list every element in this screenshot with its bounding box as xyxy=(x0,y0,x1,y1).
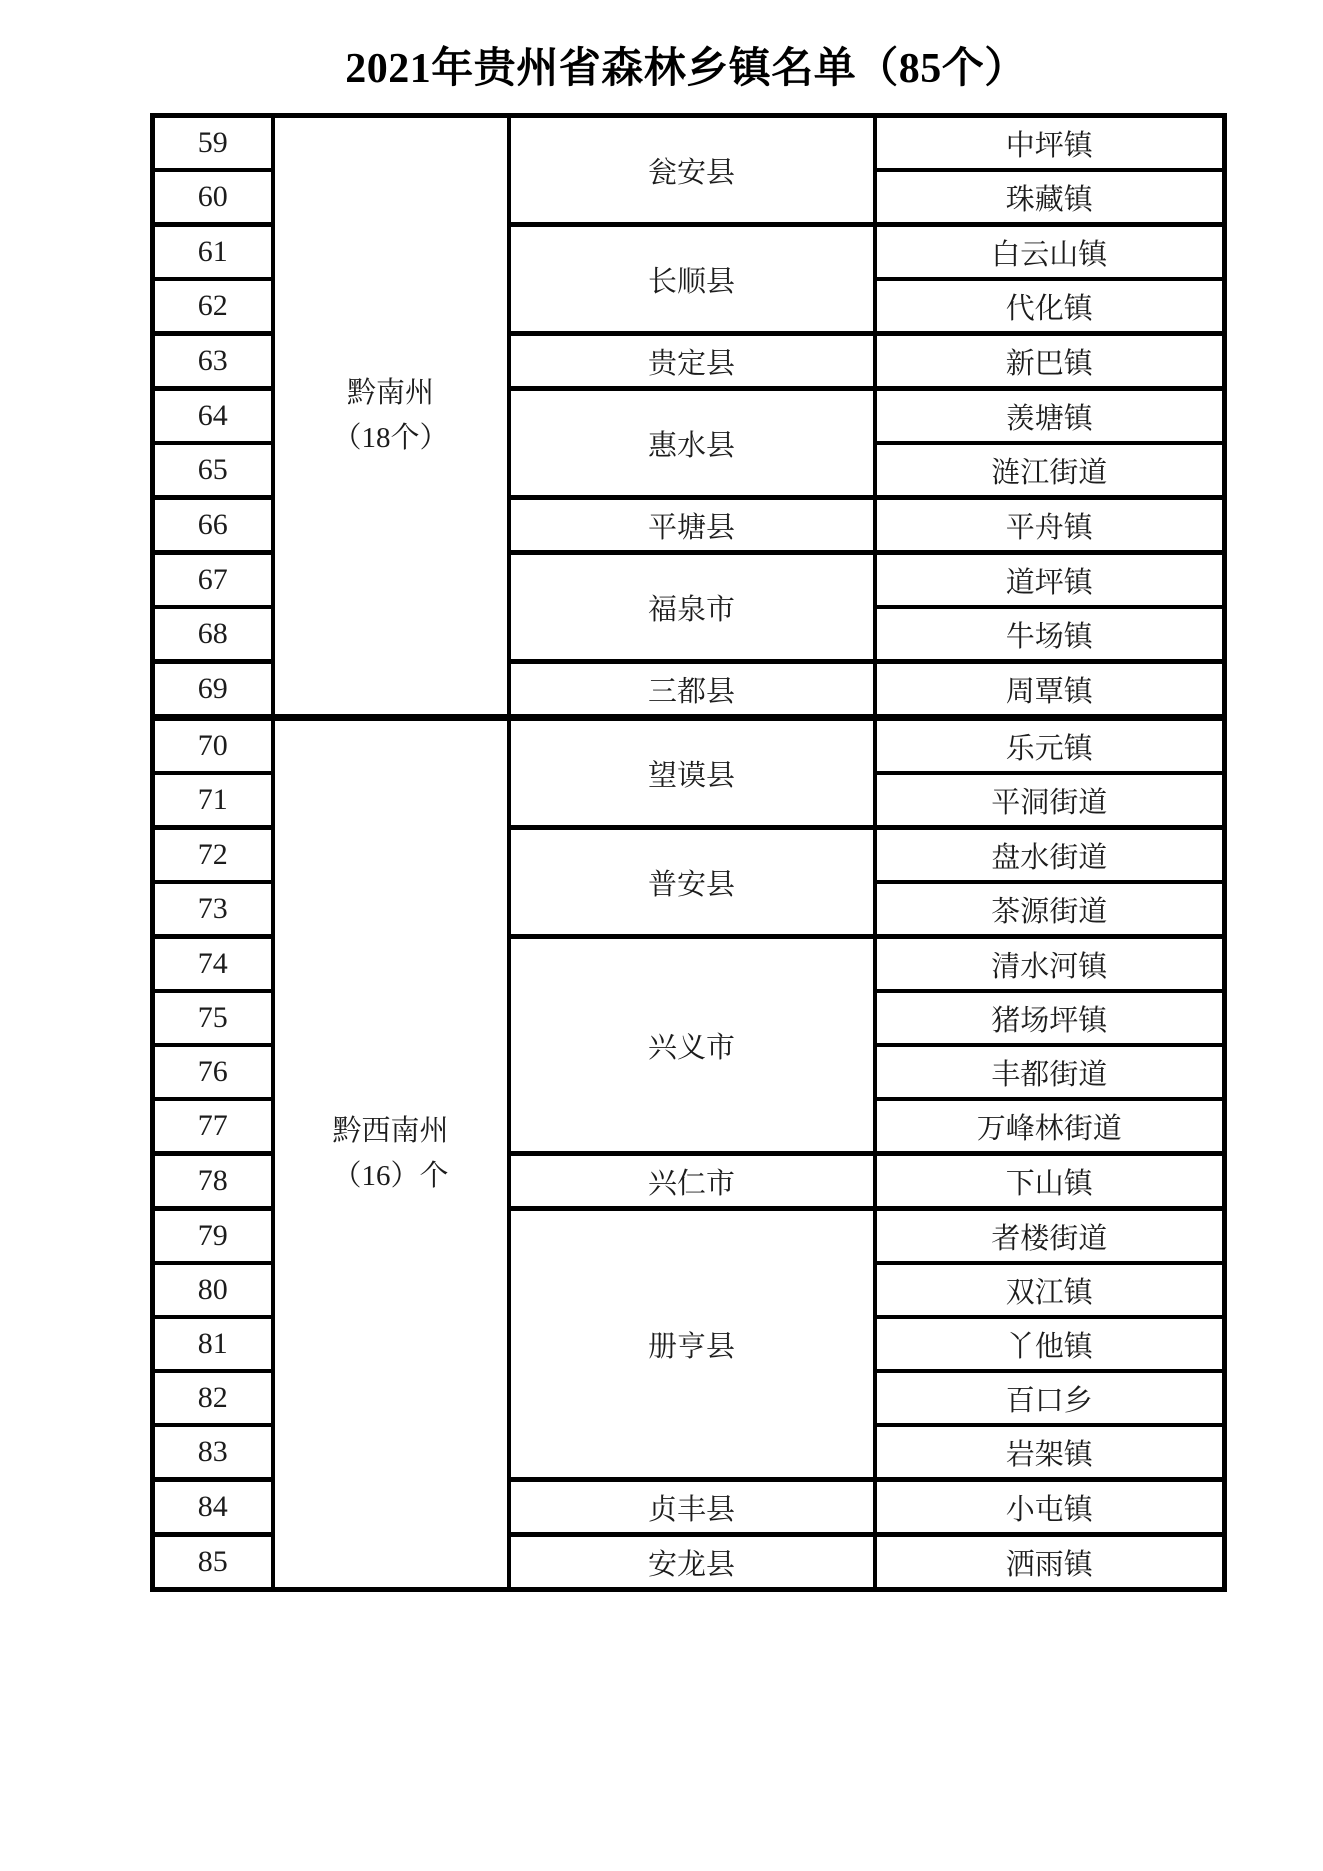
township-cell: 平舟镇 xyxy=(875,498,1225,553)
row-number-cell: 81 xyxy=(153,1317,273,1371)
township-cell: 岩架镇 xyxy=(875,1425,1225,1480)
township-cell: 百口乡 xyxy=(875,1371,1225,1425)
row-number-cell: 85 xyxy=(153,1535,273,1590)
row-number-cell: 63 xyxy=(153,334,273,389)
township-cell: 者楼街道 xyxy=(875,1209,1225,1264)
table-row xyxy=(153,116,1225,171)
prefecture-line: 黔西南州 xyxy=(332,1115,449,1148)
township-cell: 清水河镇 xyxy=(875,937,1225,992)
row-number-cell: 73 xyxy=(153,882,273,937)
row-number-cell: 68 xyxy=(153,607,273,662)
township-cell: 盘水街道 xyxy=(875,828,1225,883)
township-cell: 乐元镇 xyxy=(875,718,1225,774)
row-number-cell: 84 xyxy=(153,1480,273,1535)
township-cell: 白云山镇 xyxy=(875,225,1225,280)
township-cell: 牛场镇 xyxy=(875,607,1225,662)
county-cell: 三都县 xyxy=(509,662,875,718)
township-cell: 珠藏镇 xyxy=(875,170,1225,225)
township-cell: 万峰林街道 xyxy=(875,1099,1225,1154)
row-number-cell: 74 xyxy=(153,937,273,992)
township-cell: 猪场坪镇 xyxy=(875,991,1225,1045)
table-row xyxy=(153,718,1225,774)
township-cell: 丰都街道 xyxy=(875,1045,1225,1099)
prefecture-cell xyxy=(273,116,509,718)
row-number-cell: 59 xyxy=(153,116,273,171)
row-number-cell: 82 xyxy=(153,1371,273,1425)
table-body xyxy=(153,116,1225,1590)
county-cell: 长顺县 xyxy=(509,225,875,334)
county-cell: 惠水县 xyxy=(509,389,875,498)
county-cell: 册亨县 xyxy=(509,1209,875,1480)
forest-township-table xyxy=(150,113,1227,1592)
prefecture-cell xyxy=(273,718,509,1590)
row-number-cell: 66 xyxy=(153,498,273,553)
row-number-cell: 62 xyxy=(153,279,273,334)
county-cell: 兴仁市 xyxy=(509,1154,875,1209)
township-cell: 中坪镇 xyxy=(875,116,1225,171)
prefecture-line: （18个） xyxy=(332,422,449,455)
row-number-cell: 76 xyxy=(153,1045,273,1099)
row-number-cell: 80 xyxy=(153,1263,273,1317)
prefecture-line: （16）个 xyxy=(332,1160,449,1193)
prefecture-line: 黔南州 xyxy=(346,377,434,410)
row-number-cell: 61 xyxy=(153,225,273,280)
row-number-cell: 64 xyxy=(153,389,273,444)
township-cell: 平洞街道 xyxy=(875,773,1225,828)
township-cell: 洒雨镇 xyxy=(875,1535,1225,1590)
county-cell: 贵定县 xyxy=(509,334,875,389)
row-number-cell: 71 xyxy=(153,773,273,828)
row-number-cell: 75 xyxy=(153,991,273,1045)
township-cell: 茶源街道 xyxy=(875,882,1225,937)
county-cell: 普安县 xyxy=(509,828,875,937)
township-cell: 道坪镇 xyxy=(875,553,1225,608)
row-number-cell: 79 xyxy=(153,1209,273,1264)
row-number-cell: 83 xyxy=(153,1425,273,1480)
county-cell: 瓮安县 xyxy=(509,116,875,225)
township-cell: 涟江街道 xyxy=(875,443,1225,498)
township-cell: 代化镇 xyxy=(875,279,1225,334)
township-cell: 双江镇 xyxy=(875,1263,1225,1317)
township-cell: 周覃镇 xyxy=(875,662,1225,718)
row-number-cell: 69 xyxy=(153,662,273,718)
county-cell: 兴义市 xyxy=(509,937,875,1154)
township-cell: 丫他镇 xyxy=(875,1317,1225,1371)
county-cell: 望谟县 xyxy=(509,718,875,828)
row-number-cell: 65 xyxy=(153,443,273,498)
county-cell: 福泉市 xyxy=(509,553,875,662)
township-cell: 下山镇 xyxy=(875,1154,1225,1209)
county-cell: 安龙县 xyxy=(509,1535,875,1590)
township-cell: 新巴镇 xyxy=(875,334,1225,389)
county-cell: 贞丰县 xyxy=(509,1480,875,1535)
row-number-cell: 78 xyxy=(153,1154,273,1209)
row-number-cell: 70 xyxy=(153,718,273,774)
row-number-cell: 67 xyxy=(153,553,273,608)
row-number-cell: 77 xyxy=(153,1099,273,1154)
row-number-cell: 72 xyxy=(153,828,273,883)
page-title: 2021年贵州省森林乡镇名单（85个） xyxy=(345,46,1027,92)
county-cell: 平塘县 xyxy=(509,498,875,553)
row-number-cell: 60 xyxy=(153,170,273,225)
township-cell: 羡塘镇 xyxy=(875,389,1225,444)
township-cell: 小屯镇 xyxy=(875,1480,1225,1535)
